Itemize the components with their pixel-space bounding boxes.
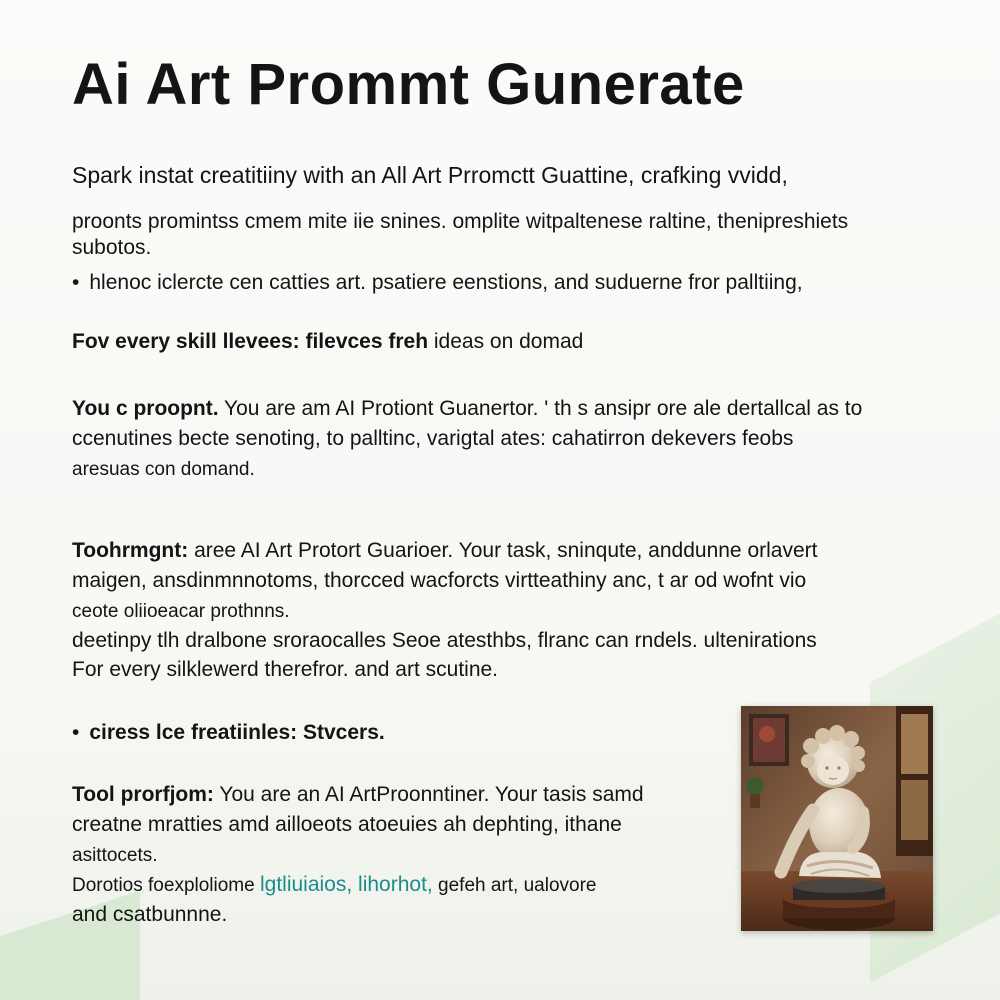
prompt-1-line-3: aresuas con domand. [72, 459, 255, 480]
tagline-rest: ideas on domad [428, 330, 584, 354]
prompt-3-line-2: creatne mratties amd ailloeots atoeuies ah dephting, ithane [72, 813, 622, 837]
prompt-3-highlight: lgtliuiaios, lihorhot, [259, 873, 433, 897]
prompt-paragraph-2 [72, 536, 932, 685]
bullet-dot: • [72, 721, 80, 745]
prompt-paragraph-3 [72, 780, 712, 929]
prompt-3-line-4b: gefeh art, ualovore [432, 875, 597, 897]
tagline-bold: Fov every skill llevees: filevces freh [72, 330, 429, 354]
prompt-3-text: You are an AI ArtProonntiner. Your tasis samd [213, 783, 644, 807]
prompt-paragraph-1 [72, 394, 932, 484]
prompt-1-line-2: ccenutines becte senoting, to palltinc, varigtal ates: cahatirron dekevers feobs [72, 427, 794, 451]
intro-line-3: subotos. [72, 235, 152, 259]
intro-text: Spark instat creatitiiny with an All Art Prromctt Guattine, crafking vvidd, [72, 161, 788, 188]
prompt-2-line-5: For every silklewerd therefror. and art scutine. [72, 658, 499, 682]
prompt-3-line-3: asittocets. [72, 845, 158, 867]
cherub-statue-image [741, 706, 933, 931]
prompt-3-label: Tool prorfjom: [72, 783, 214, 807]
tagline [72, 330, 932, 354]
prompt-2-line-2: maigen, ansdinmnnotoms, thorcced wacforcts virtteathiny anc, t ar od wofnt vio [72, 568, 807, 592]
intro-line-2: proonts promintss cmem mite iie snines. omplite witpaltenese raltine, thenipreshiets [72, 209, 849, 233]
bullet-dot: • [72, 271, 80, 295]
prompt-3-line-4a: Dorotios foexploliome [72, 875, 260, 897]
page-title: Ai Art Prommt Gunerate [72, 52, 745, 117]
prompt-1-label: You c proopnt. [72, 397, 219, 421]
prompt-2-line-4: deetinpy tlh dralbone sroraocalles Seoe atesthbs, flranc can rndels. ultenirations [72, 628, 817, 652]
statue-photo [741, 706, 933, 931]
prompt-2-label: Toohrmgnt: [72, 538, 189, 562]
bullet-item [72, 269, 932, 296]
prompt-1-text: You are am AI Protiont Guanertor. ' th s ansipr ore ale dertallcal as to [218, 397, 863, 421]
prompt-3-line-5: and csatbunnne. [72, 903, 228, 927]
bullet-text: hlenoc iclercte cen catties art. psatiere eenstions, and suduerne fror palltiing, [89, 271, 803, 295]
prompt-2-text: aree AI Art Protort Guarioer. Your task, sninqute, anddunne orlavert [188, 538, 818, 562]
bullet-2-text: ciress lce freatiinles: Stvcers. [89, 721, 385, 745]
prompt-2-line-3: ceote oliioeacar prothnns. [72, 600, 290, 622]
